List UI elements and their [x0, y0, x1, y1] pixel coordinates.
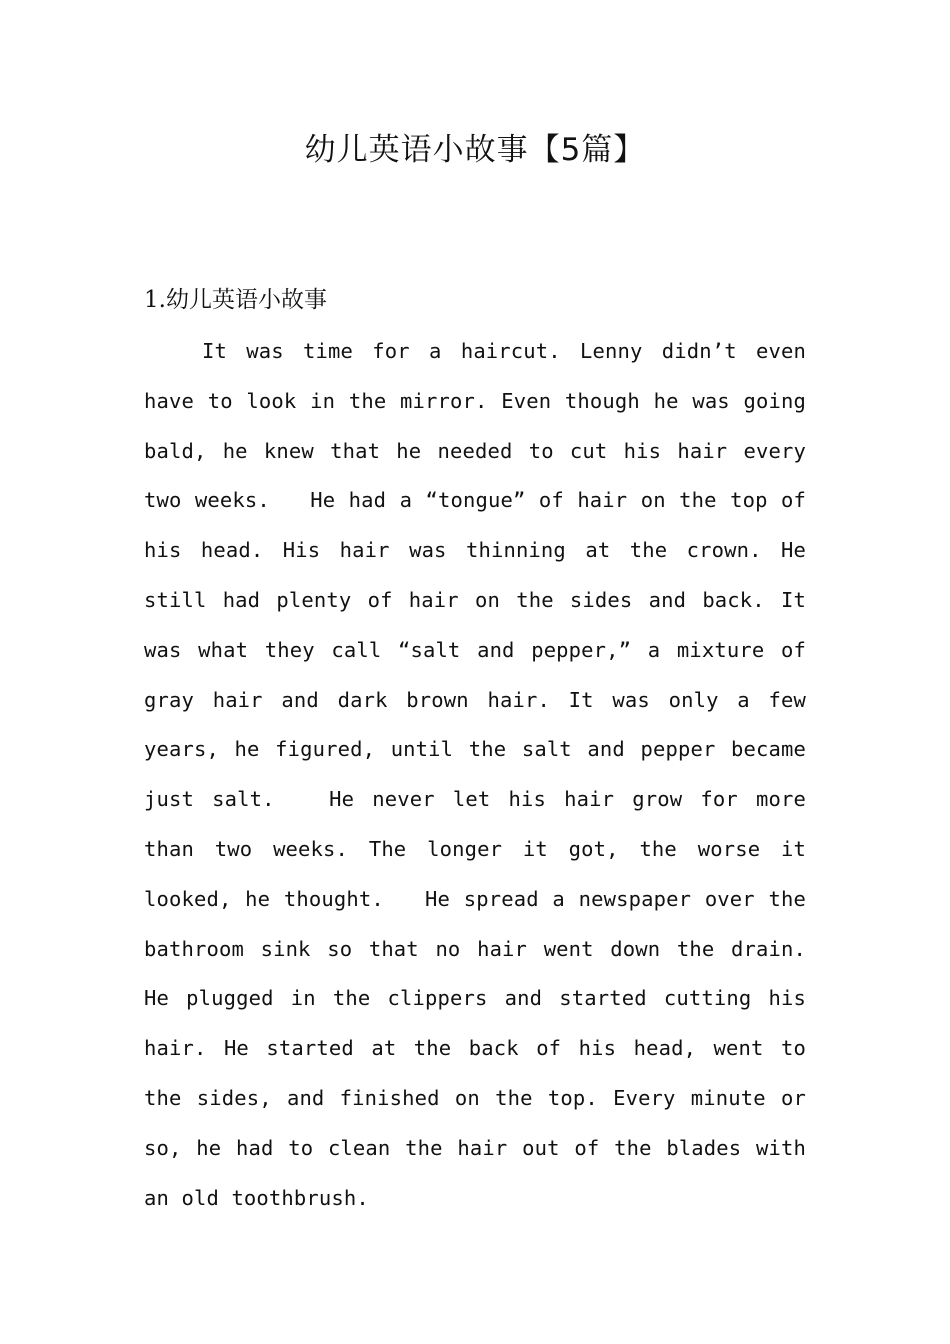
story-paragraph: It was time for a haircut. Lenny didn’t even have to look in the mirror. Even though he was going bald, he knew that he needed to cut his hair every two weeks. He had a “tongue” of hair on the top of his head. His hair was thinning at the crown. He still had plenty of hair on the sides and back. It was what they call “salt and pepper,” a mixture of gray hair and dark brown hair. It was only a few years, he figured, until the salt and pepper became just salt. He never let his hair grow for more than two weeks. The longer it got, the worse it looked, he thought. He spread a newspaper over the bathroom sink so that no hair went down the drain. He plugged in the clippers and started cutting his hair. He started at the back of his head, went to the sides, and finished on the top. Every minute or so, he had to clean the hair out of the blades with an old toothbrush.	[144, 339, 819, 1210]
section-heading: 1.幼儿英语小故事	[144, 287, 327, 313]
document-title: 幼儿英语小故事【5篇】	[304, 132, 646, 168]
